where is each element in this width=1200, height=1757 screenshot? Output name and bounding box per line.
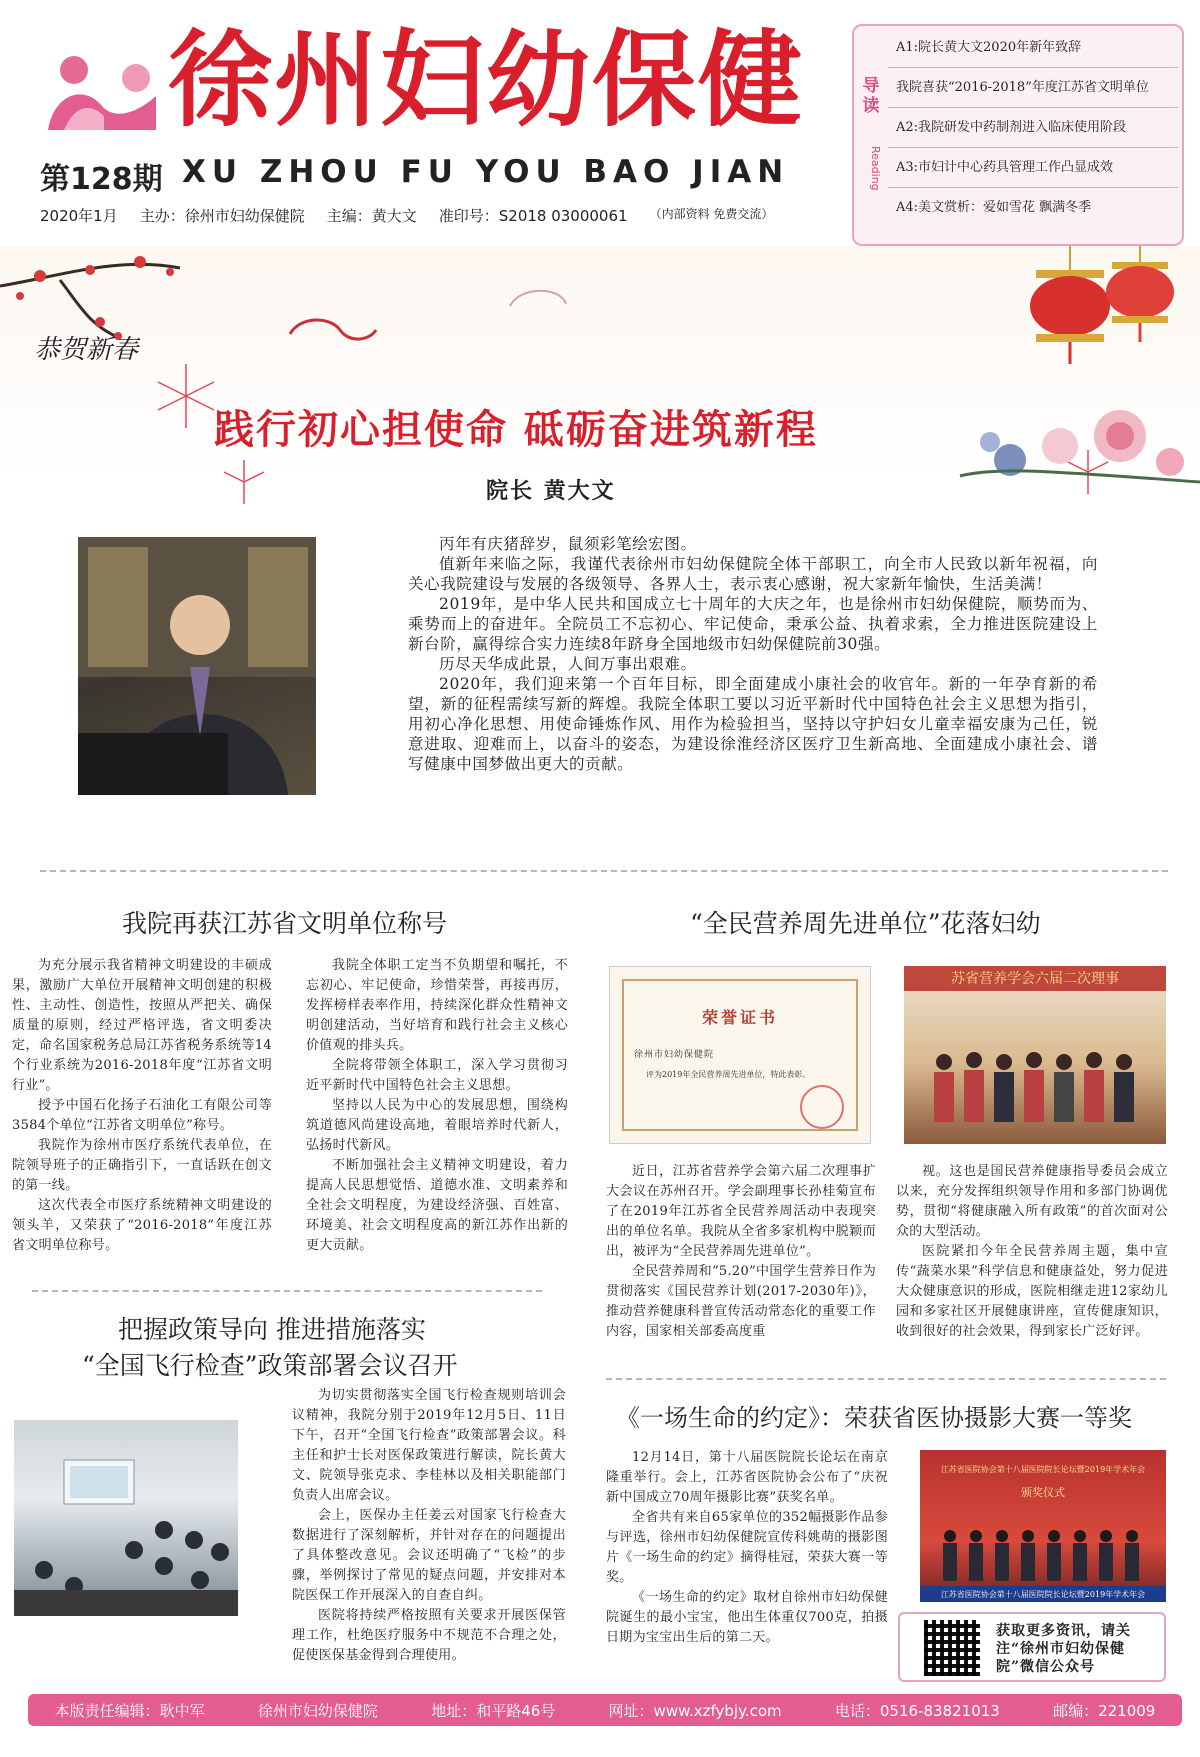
reading-guide-label: 导读 xyxy=(862,76,880,116)
civilization-paragraph: 我院作为徐州市医疗系统代表单位，在院领导班子的正确指引下，一直话跃在创文的第一线。 xyxy=(12,1138,272,1193)
footer-bar xyxy=(28,1694,1182,1726)
nutrition-title: “全民营养周先进单位”花落妇幼 xyxy=(690,909,1041,938)
nutrition-paragraph: 全民营养周和“5.20”中国学生营养日作为贯彻落实《国民营养计划(2017-2030年)》，推动营养健康科普宣传活动常态化的重要工作内容，国家相关部委高度重 xyxy=(606,1264,876,1339)
civilization-paragraph: 全院将带领全体职工，深入学习贯彻习近平新时代中国特色社会主义思想。 xyxy=(306,1058,568,1093)
certificate-stamp-icon xyxy=(800,1085,844,1129)
policy-paragraph: 医院将持续严格按照有关要求开展医保管理工作，杜绝医疗服务中不规范不合理之处，促使医保基金得到合理使用。 xyxy=(292,1608,566,1663)
section-divider xyxy=(40,870,1168,872)
nutrition-paragraph: 医院紧扣今年全民营养周主题，集中宣传“蔬菜水果”科学信息和健康益处，努力促进大众健康意识的形成，医院相继走进12家幼儿园和多家社区开展健康讲座，宣传健康知识，收到很好的社会效果，得到家长广泛好评。 xyxy=(896,1244,1168,1339)
nutrition-paragraph: 近日，江苏省营养学会第六届二次理事扩大会议在苏州召开。学会副理事长孙桂菊宣布了在2019年江苏省全民营养周活动中表现突出的单位名单。我院从全省多家机构中脱颖而出，被评为“全民营养周先进单位”。 xyxy=(606,1164,876,1259)
sponsor: 主办：徐州市妇幼保健院 xyxy=(139,207,305,225)
policy-title-line-2: “全国飞行检查”政策部署会议召开 xyxy=(82,1351,458,1380)
civilization-paragraph: 不断加强社会主义精神文明建设，着力提高人民思想觉悟、道德水准、文明素养和全社会文明程度，为建设经济强、百姓富、环境美、社会文明程度高的新江苏作出新的更大贡献。 xyxy=(306,1158,568,1253)
civilization-column-1 xyxy=(12,956,272,1256)
footer-website-link[interactable]: 网址：www.xzfybjy.com xyxy=(608,1701,782,1720)
award-group-photo xyxy=(904,966,1166,1144)
masthead-pinyin: XU ZHOU FU YOU BAO JIAN xyxy=(182,154,790,190)
footer-editor: 本版责任编辑：耿中军 xyxy=(54,1701,205,1720)
director-photo xyxy=(78,537,316,795)
lead-paragraph: 历尽天华成此景，人间万事出艰难。 xyxy=(439,655,697,673)
meeting-photo xyxy=(14,1420,238,1616)
greeting-calligraphy: 恭贺新春 xyxy=(34,335,139,365)
lead-article-body xyxy=(408,534,1098,774)
award-ceremony-photo xyxy=(920,1450,1166,1602)
lead-paragraph: 丙年有庆猪辞岁，鼠须彩笔绘宏图。 xyxy=(439,535,697,553)
qr-code-icon[interactable] xyxy=(924,1620,980,1676)
guide-item-a3[interactable]: A3:市妇计中心药具管理工作凸显成效 xyxy=(888,148,1178,188)
peony-icon xyxy=(960,410,1200,482)
civilization-paragraph: 为充分展示我省精神文明建设的丰硕成果，激励广大单位开展精神文明创建的积极性、主动性、创造性，按照从严把关、确保质量的原则，经过严格评选，省文明委决定，命名国家税务总局江苏省税务系统等14个行业系统为2016-2018年度“江苏省文明行业”。 xyxy=(12,958,272,1093)
print-permit: 准印号：S2018 03000061 xyxy=(438,207,628,225)
certificate-body: 评为2019年全民营养周先进单位，特此表彰。 xyxy=(646,1070,811,1079)
photo-award-title: 《一场生命的约定》：荣获省医协摄影大赛一等奖 xyxy=(616,1404,1132,1432)
honor-certificate-image xyxy=(609,966,871,1144)
issue-number: 第128期 xyxy=(40,162,163,197)
civilization-paragraph: 授予中国石化扬子石油化工有限公司等3584个单位“江苏省文明单位”称号。 xyxy=(12,1098,272,1133)
wechat-qr-box[interactable] xyxy=(898,1612,1166,1682)
lead-paragraph: 2020年，我们迎来第一个百年目标，即全面建成小康社会的收官年。新的一年孕育新的希望，新的征程需续写新的辉煌。我院全体职工要以习近平新时代中国特色社会主义思想为指引，用初心净化思想、用使命锤炼作风、用作为检验担当，坚持以守护妇女儿童幸福安康为己任，锐意进取、迎难而上，以奋斗的姿态，为建设徐淮经济区医疗卫生新高地、全面建成小康社会、谱写健康中国梦做出更大的贡献。 xyxy=(408,675,1098,773)
lead-headline: 践行初心担使命 砥砺奋进筑新程 xyxy=(214,406,818,453)
policy-paragraph: 为切实贯彻落实全国飞行检查规则培训会议精神，我院分别于2019年12月5日、11日下午，召开“全国飞行检查”政策部署会议。科主任和护士长对医保政策进行解读，院长黄大文、院领导张克求、李桂林以及相关职能部门负责人出席会议。 xyxy=(292,1388,566,1503)
nutrition-paragraph: 视。这也是国民营养健康指导委员会成立以来，充分发挥组织领导作用和多部门协调优势，贯彻“将健康融入所有政策”的首次面对公众的大型活动。 xyxy=(896,1164,1168,1239)
footer-postcode: 邮编：221009 xyxy=(1053,1701,1156,1720)
photo-award-paragraph: 全省共有来自65家单位的352幅摄影作品参与评选，徐州市妇幼保健院宣传科姚萌的摄影图片《一场生命的约定》摘得桂冠，荣获大赛一等奖。 xyxy=(606,1510,888,1585)
photo-award-body xyxy=(606,1448,888,1648)
section-divider xyxy=(606,1378,1166,1380)
policy-paragraph: 会上，医保办主任姜云对国家飞行检查大数据进行了深刻解析，并针对存在的问题提出了具体整改意见。会议还明确了“飞检”的步骤，举例探讨了常见的疑点问题，并安排对本院医保工作开展深入的自查自纠。 xyxy=(292,1508,566,1603)
editor-in-chief: 主编：黄大文 xyxy=(326,207,417,225)
certificate-title: 荣誉证书 xyxy=(701,1008,778,1027)
photo-award-paragraph: 《一场生命的约定》取材自徐州市妇幼保健院诞生的最小宝宝，他出生体重仅700克，拍摄日期为宝宝出生后的第二天。 xyxy=(606,1590,888,1645)
hospital-logo-icon xyxy=(44,44,162,134)
section-divider xyxy=(32,1290,542,1292)
policy-title-line-1: 把握政策导向 推进措施落实 xyxy=(118,1315,426,1344)
civilization-paragraph: 坚持以人民为中心的发展思想，围绕构筑道德风尚建设高地，着眼培养时代新人，弘扬时代新风。 xyxy=(306,1098,568,1153)
guide-item-a2[interactable]: A2:我院研发中药制剂进入临床使用阶段 xyxy=(888,108,1178,148)
award-photo-caption-top: 江苏省医院协会第十八届医院院长论坛暨2019年学术年会 xyxy=(940,1465,1146,1474)
photo-award-paragraph: 12月14日，第十八届医院院长论坛在南京隆重举行。会上，江苏省医院协会公布了“庆祝新中国成立70周年摄影比赛”获奖名单。 xyxy=(606,1450,888,1505)
policy-article-body xyxy=(292,1386,566,1666)
lead-paragraph: 2019年，是中华人民共和国成立七十周年的大庆之年，也是徐州市妇幼保健院，顺势而为、乘势而上的奋进年。全院员工不忘初心、牢记使命，秉承公益、执着求索，全力推进医院建设上新台阶，赢得综合实力连续8年跻身全国地级市妇幼保健院前30强。 xyxy=(408,595,1098,653)
footer-hospital: 徐州市妇幼保健院 xyxy=(257,1701,378,1720)
civilization-paragraph: 我院全体职工定当不负期望和嘱托，不忘初心、牢记使命，珍惜荣誉，再接再厉，发挥榜样表率作用，持续深化群众性精神文明创建活动，当好培育和践行社会主义核心价值观的排头兵。 xyxy=(306,958,568,1053)
footer-address: 地址：和平路46号 xyxy=(431,1701,556,1720)
internal-note: （内部资料 免费交流） xyxy=(649,207,774,221)
group-photo-banner: 苏省营养学会六届二次理事 xyxy=(951,971,1119,987)
civilization-title: 我院再获江苏省文明单位称号 xyxy=(122,909,448,938)
reading-guide-label-en: Reading xyxy=(869,146,882,191)
guide-item-civilization[interactable]: 我院喜获“2016-2018”年度江苏省文明单位 xyxy=(888,68,1178,108)
nutrition-column-2 xyxy=(896,1162,1168,1342)
qr-caption: 获取更多资讯，请关注“徐州市妇幼保健院”微信公众号 xyxy=(996,1623,1131,1675)
certificate-org: 徐州市妇幼保健院 xyxy=(634,1050,715,1060)
masthead-meta xyxy=(40,205,773,226)
lead-paragraph: 值新年来临之际，我谨代表徐州市妇幼保健院全体干部职工，向全市人民致以新年祝福，向关心我院建设与发展的各级领导、各界人士，表示衷心感谢，祝大家新年愉快，生活美满！ xyxy=(408,555,1098,593)
issue-date: 2020年1月 xyxy=(40,207,118,225)
lead-byline: 院长 黄大文 xyxy=(486,478,616,504)
guide-item-a1[interactable]: A1:院长黄大文2020年新年致辞 xyxy=(888,28,1178,68)
award-photo-caption-mid: 颁奖仪式 xyxy=(1021,1486,1065,1499)
nutrition-column-1 xyxy=(606,1162,876,1342)
guide-item-a4[interactable]: A4:美文赏析：爱如雪花 飘满冬季 xyxy=(896,200,1092,215)
masthead-title: 徐州妇幼保健 xyxy=(168,18,805,141)
footer-phone: 电话：0516-83821013 xyxy=(834,1701,1000,1720)
lantern-icon xyxy=(1030,246,1174,364)
civilization-paragraph: 这次代表全市医疗系统精神文明建设的领头羊，又荣获了“2016-2018”年度江苏省文明单位称号。 xyxy=(12,1198,272,1253)
award-photo-caption-bottom: 江苏省医院协会第十八届医院院长论坛暨2019年学术年会 xyxy=(940,1590,1146,1599)
civilization-column-2 xyxy=(306,956,568,1256)
reading-guide-list xyxy=(888,28,1178,228)
